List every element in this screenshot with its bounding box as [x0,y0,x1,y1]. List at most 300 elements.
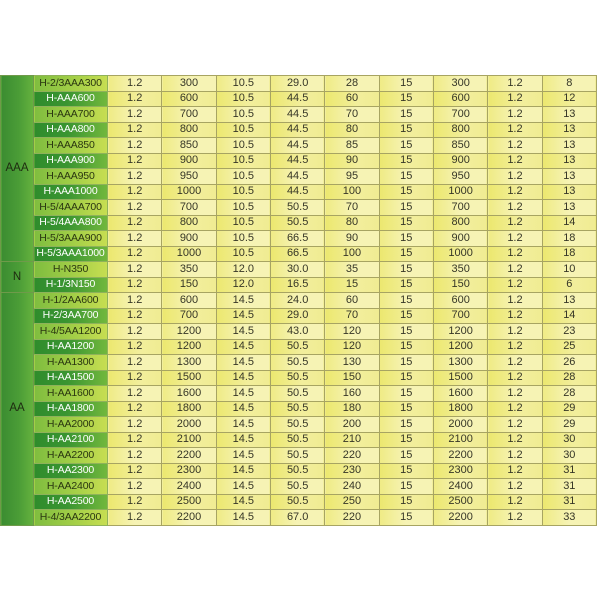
value-cell: 14.5 [216,293,270,309]
value-cell: 800 [433,122,487,138]
table-row [1,339,597,355]
table-row [1,370,597,386]
value-cell: 10.5 [216,231,270,247]
table-row [1,215,597,231]
value-cell: 1.2 [108,448,162,464]
value-cell: 14.5 [216,355,270,371]
value-cell: 10.5 [216,200,270,216]
value-cell: 29 [542,417,596,433]
value-cell: 1.2 [108,107,162,123]
value-cell: 14.5 [216,324,270,340]
value-cell: 10 [542,262,596,278]
value-cell: 1.2 [108,432,162,448]
value-cell: 15 [379,386,433,402]
value-cell: 1.2 [488,355,542,371]
value-cell: 220 [325,448,379,464]
value-cell: 1.2 [488,479,542,495]
value-cell: 950 [162,169,216,185]
value-cell: 240 [325,479,379,495]
value-cell: 1.2 [488,169,542,185]
value-cell: 1.2 [108,184,162,200]
value-cell: 15 [379,324,433,340]
value-cell: 300 [433,76,487,92]
value-cell: 1200 [162,324,216,340]
value-cell: 850 [162,138,216,154]
value-cell: 44.5 [270,91,324,107]
model-cell: H-AAA950 [34,169,108,185]
value-cell: 10.5 [216,138,270,154]
value-cell: 60 [325,91,379,107]
model-cell: H-1/2AA600 [34,293,108,309]
value-cell: 900 [162,231,216,247]
value-cell: 15 [379,246,433,262]
value-cell: 1500 [433,370,487,386]
value-cell: 180 [325,401,379,417]
model-cell: H-AAA900 [34,153,108,169]
value-cell: 2200 [162,510,216,526]
value-cell: 150 [433,277,487,293]
value-cell: 1.2 [108,494,162,510]
value-cell: 1.2 [108,231,162,247]
value-cell: 1.2 [108,122,162,138]
value-cell: 900 [162,153,216,169]
value-cell: 1.2 [108,510,162,526]
value-cell: 2200 [433,510,487,526]
value-cell: 200 [325,417,379,433]
table-row [1,169,597,185]
value-cell: 14.5 [216,432,270,448]
value-cell: 1.2 [488,215,542,231]
value-cell: 2100 [433,432,487,448]
value-cell: 210 [325,432,379,448]
value-cell: 15 [379,448,433,464]
value-cell: 250 [325,494,379,510]
model-cell: H-AAA700 [34,107,108,123]
value-cell: 14 [542,308,596,324]
value-cell: 1.2 [108,138,162,154]
value-cell: 44.5 [270,169,324,185]
value-cell: 1.2 [488,262,542,278]
value-cell: 80 [325,215,379,231]
value-cell: 10.5 [216,76,270,92]
value-cell: 33 [542,510,596,526]
value-cell: 1.2 [488,246,542,262]
value-cell: 66.5 [270,246,324,262]
table-row [1,355,597,371]
value-cell: 6 [542,277,596,293]
value-cell: 1.2 [488,308,542,324]
value-cell: 10.5 [216,153,270,169]
value-cell: 14.5 [216,479,270,495]
value-cell: 23 [542,324,596,340]
value-cell: 1.2 [108,479,162,495]
value-cell: 10.5 [216,246,270,262]
model-cell: H-AA2100 [34,432,108,448]
value-cell: 2400 [162,479,216,495]
value-cell: 1.2 [108,339,162,355]
value-cell: 15 [379,463,433,479]
value-cell: 14.5 [216,308,270,324]
value-cell: 15 [379,494,433,510]
value-cell: 30 [542,448,596,464]
group-label: AA [1,293,34,526]
group-label: N [1,262,34,293]
value-cell: 90 [325,153,379,169]
value-cell: 1.2 [488,370,542,386]
value-cell: 100 [325,246,379,262]
value-cell: 15 [379,262,433,278]
model-cell: H-AA1600 [34,386,108,402]
table-row [1,324,597,340]
value-cell: 95 [325,169,379,185]
value-cell: 28 [542,370,596,386]
value-cell: 50.5 [270,417,324,433]
value-cell: 1.2 [488,432,542,448]
value-cell: 850 [433,138,487,154]
table-row [1,246,597,262]
table-row [1,479,597,495]
value-cell: 1.2 [108,76,162,92]
value-cell: 50.5 [270,479,324,495]
value-cell: 1.2 [108,308,162,324]
value-cell: 29.0 [270,76,324,92]
value-cell: 44.5 [270,153,324,169]
table-row [1,293,597,309]
value-cell: 1000 [433,246,487,262]
value-cell: 1.2 [488,510,542,526]
value-cell: 1.2 [488,293,542,309]
value-cell: 1.2 [108,401,162,417]
value-cell: 1000 [162,184,216,200]
value-cell: 25 [542,339,596,355]
value-cell: 1.2 [108,324,162,340]
value-cell: 230 [325,463,379,479]
value-cell: 44.5 [270,138,324,154]
value-cell: 31 [542,479,596,495]
value-cell: 2300 [162,463,216,479]
value-cell: 18 [542,231,596,247]
value-cell: 1.2 [488,463,542,479]
value-cell: 120 [325,339,379,355]
group-label: AAA [1,76,34,262]
value-cell: 14.5 [216,386,270,402]
model-cell: H-1/3N150 [34,277,108,293]
value-cell: 18 [542,246,596,262]
value-cell: 1.2 [488,76,542,92]
value-cell: 1300 [433,355,487,371]
model-cell: H-AAA1000 [34,184,108,200]
model-cell: H-AA1300 [34,355,108,371]
value-cell: 12.0 [216,277,270,293]
model-cell: H-AA1800 [34,401,108,417]
value-cell: 90 [325,231,379,247]
value-cell: 44.5 [270,107,324,123]
value-cell: 15 [379,401,433,417]
table-row [1,386,597,402]
table-row [1,153,597,169]
value-cell: 1.2 [108,215,162,231]
value-cell: 1600 [162,386,216,402]
value-cell: 44.5 [270,122,324,138]
model-cell: H-AA2400 [34,479,108,495]
value-cell: 2000 [433,417,487,433]
table-row [1,401,597,417]
model-cell: H-5/4AAA800 [34,215,108,231]
table-row [1,76,597,92]
value-cell: 100 [325,184,379,200]
value-cell: 1.2 [108,355,162,371]
value-cell: 70 [325,200,379,216]
value-cell: 15 [379,91,433,107]
value-cell: 50.5 [270,370,324,386]
value-cell: 700 [433,308,487,324]
value-cell: 1.2 [108,417,162,433]
value-cell: 1.2 [488,138,542,154]
table-row [1,510,597,526]
value-cell: 70 [325,308,379,324]
table-row [1,200,597,216]
value-cell: 14.5 [216,494,270,510]
value-cell: 15 [379,138,433,154]
table-row [1,231,597,247]
value-cell: 1.2 [488,122,542,138]
table-row [1,432,597,448]
value-cell: 13 [542,184,596,200]
value-cell: 800 [433,215,487,231]
value-cell: 1.2 [108,262,162,278]
value-cell: 1.2 [108,386,162,402]
value-cell: 15 [379,417,433,433]
value-cell: 15 [379,293,433,309]
value-cell: 1300 [162,355,216,371]
value-cell: 1.2 [488,339,542,355]
value-cell: 35 [325,262,379,278]
value-cell: 1.2 [488,494,542,510]
value-cell: 1600 [433,386,487,402]
value-cell: 85 [325,138,379,154]
value-cell: 15 [325,277,379,293]
value-cell: 50.5 [270,339,324,355]
value-cell: 2200 [162,448,216,464]
value-cell: 15 [379,355,433,371]
value-cell: 15 [379,153,433,169]
value-cell: 10.5 [216,184,270,200]
value-cell: 50.5 [270,432,324,448]
value-cell: 29.0 [270,308,324,324]
value-cell: 10.5 [216,107,270,123]
value-cell: 800 [162,215,216,231]
value-cell: 15 [379,432,433,448]
value-cell: 1.2 [108,293,162,309]
value-cell: 15 [379,200,433,216]
value-cell: 150 [162,277,216,293]
value-cell: 1200 [433,339,487,355]
value-cell: 44.5 [270,184,324,200]
value-cell: 700 [162,308,216,324]
value-cell: 10.5 [216,122,270,138]
value-cell: 15 [379,215,433,231]
table-row [1,262,597,278]
battery-spec-table [0,75,597,526]
value-cell: 50.5 [270,386,324,402]
value-cell: 50.5 [270,448,324,464]
value-cell: 29 [542,401,596,417]
value-cell: 160 [325,386,379,402]
value-cell: 43.0 [270,324,324,340]
value-cell: 14.5 [216,370,270,386]
value-cell: 700 [162,107,216,123]
value-cell: 1000 [433,184,487,200]
value-cell: 50.5 [270,355,324,371]
value-cell: 15 [379,169,433,185]
value-cell: 150 [325,370,379,386]
value-cell: 350 [433,262,487,278]
value-cell: 24.0 [270,293,324,309]
value-cell: 15 [379,76,433,92]
value-cell: 14 [542,215,596,231]
value-cell: 14.5 [216,510,270,526]
value-cell: 2100 [162,432,216,448]
value-cell: 15 [379,308,433,324]
value-cell: 14.5 [216,448,270,464]
value-cell: 1200 [162,339,216,355]
value-cell: 13 [542,107,596,123]
model-cell: H-2/3AA700 [34,308,108,324]
value-cell: 2200 [433,448,487,464]
value-cell: 16.5 [270,277,324,293]
model-cell: H-AA1500 [34,370,108,386]
value-cell: 26 [542,355,596,371]
value-cell: 350 [162,262,216,278]
value-cell: 1.2 [488,184,542,200]
value-cell: 1.2 [488,417,542,433]
value-cell: 2500 [433,494,487,510]
table-row [1,91,597,107]
value-cell: 900 [433,231,487,247]
table-row [1,184,597,200]
model-cell: H-5/4AAA700 [34,200,108,216]
value-cell: 60 [325,293,379,309]
value-cell: 1.2 [108,200,162,216]
value-cell: 50.5 [270,494,324,510]
value-cell: 10.5 [216,169,270,185]
model-cell: H-AA2200 [34,448,108,464]
model-cell: H-2/3AAA300 [34,76,108,92]
model-cell: H-AA2500 [34,494,108,510]
value-cell: 1.2 [488,200,542,216]
value-cell: 220 [325,510,379,526]
value-cell: 600 [162,293,216,309]
value-cell: 2300 [433,463,487,479]
value-cell: 1.2 [108,169,162,185]
model-cell: H-AA1200 [34,339,108,355]
model-cell: H-AAA600 [34,91,108,107]
value-cell: 30 [542,432,596,448]
value-cell: 15 [379,184,433,200]
value-cell: 28 [325,76,379,92]
value-cell: 1800 [162,401,216,417]
value-cell: 50.5 [270,463,324,479]
value-cell: 15 [379,479,433,495]
value-cell: 12.0 [216,262,270,278]
model-cell: H-AAA850 [34,138,108,154]
model-cell: H-AAA800 [34,122,108,138]
value-cell: 950 [433,169,487,185]
value-cell: 28 [542,386,596,402]
table-row [1,494,597,510]
model-cell: H-AA2000 [34,417,108,433]
value-cell: 700 [433,200,487,216]
value-cell: 1.2 [488,277,542,293]
value-cell: 900 [433,153,487,169]
value-cell: 1.2 [488,386,542,402]
value-cell: 50.5 [270,200,324,216]
value-cell: 70 [325,107,379,123]
value-cell: 14.5 [216,401,270,417]
model-cell: H-5/3AAA900 [34,231,108,247]
value-cell: 2500 [162,494,216,510]
table-row [1,277,597,293]
value-cell: 80 [325,122,379,138]
value-cell: 15 [379,107,433,123]
value-cell: 15 [379,339,433,355]
value-cell: 2000 [162,417,216,433]
value-cell: 50.5 [270,401,324,417]
value-cell: 13 [542,138,596,154]
value-cell: 10.5 [216,215,270,231]
table-row [1,107,597,123]
value-cell: 1.2 [488,401,542,417]
value-cell: 1.2 [108,370,162,386]
value-cell: 1.2 [488,91,542,107]
value-cell: 1800 [433,401,487,417]
value-cell: 2400 [433,479,487,495]
value-cell: 1.2 [108,277,162,293]
value-cell: 13 [542,293,596,309]
value-cell: 14.5 [216,339,270,355]
value-cell: 30.0 [270,262,324,278]
value-cell: 1.2 [108,463,162,479]
value-cell: 700 [433,107,487,123]
value-cell: 13 [542,153,596,169]
value-cell: 13 [542,200,596,216]
model-cell: H-5/3AAA1000 [34,246,108,262]
value-cell: 1.2 [108,91,162,107]
value-cell: 66.5 [270,231,324,247]
value-cell: 1.2 [108,246,162,262]
value-cell: 1200 [433,324,487,340]
value-cell: 1.2 [488,107,542,123]
table-row [1,122,597,138]
table-row [1,417,597,433]
table-row [1,463,597,479]
value-cell: 12 [542,91,596,107]
model-cell: H-4/3AA2200 [34,510,108,526]
value-cell: 15 [379,277,433,293]
value-cell: 14.5 [216,463,270,479]
value-cell: 130 [325,355,379,371]
value-cell: 13 [542,169,596,185]
value-cell: 120 [325,324,379,340]
value-cell: 13 [542,122,596,138]
value-cell: 600 [433,91,487,107]
value-cell: 50.5 [270,215,324,231]
value-cell: 15 [379,510,433,526]
value-cell: 15 [379,370,433,386]
value-cell: 1.2 [488,231,542,247]
value-cell: 15 [379,122,433,138]
value-cell: 10.5 [216,91,270,107]
